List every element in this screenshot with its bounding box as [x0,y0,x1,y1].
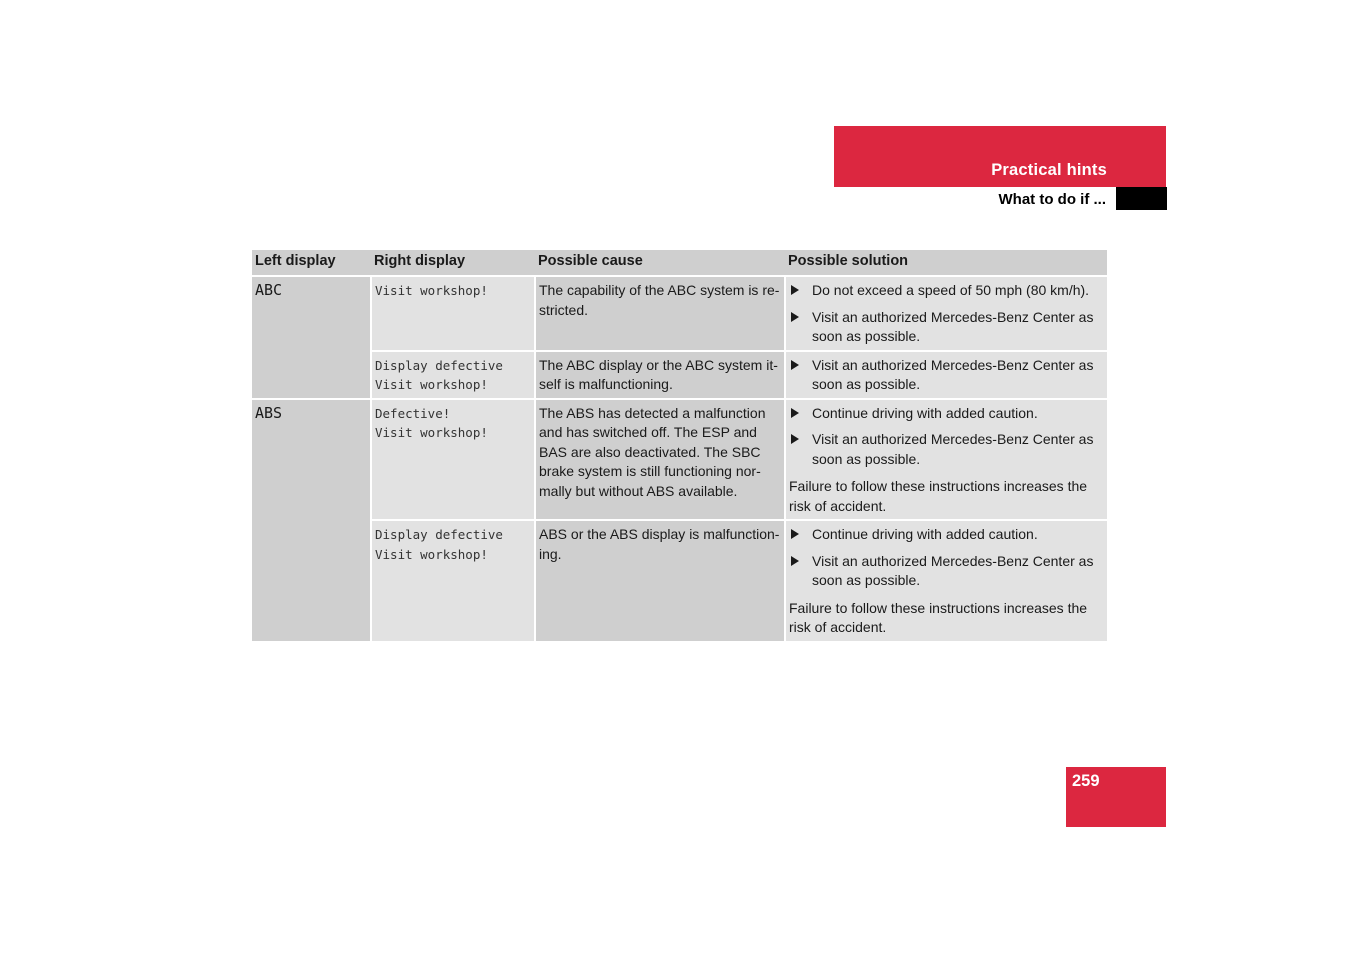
subsection-title: What to do if ... [998,191,1106,208]
section-title: Practical hints [991,161,1107,179]
section-header-band [834,126,1166,187]
possible-cause-cell: ABS or the ABS display is malfunction-ing. [535,520,785,642]
arrow-bullet-icon [791,556,799,566]
solution-text: Visit an authorized Mercedes-Benz Center as soon as possible. [812,552,1094,588]
right-display-line: Visit workshop! [375,377,488,392]
possible-cause-cell: The capability of the ABC system is re-stricted. [535,276,785,351]
right-display-line: Visit workshop! [375,283,488,298]
arrow-bullet-icon [791,360,799,370]
right-display-line: Defective! [375,405,451,421]
possible-cause-cell: The ABC display or the ABC system it-self is malfunctioning. [535,351,785,399]
arrow-bullet-icon [791,285,799,295]
possible-solution-cell [785,399,1107,521]
right-display-line: Visit workshop! [375,546,488,562]
solution-text: Do not exceed a speed of 50 mph (80 km/h). [812,282,1090,298]
possible-solution-cell [785,351,1107,399]
page-number: 259 [1072,772,1100,790]
arrow-bullet-icon [791,408,799,418]
warning-note: Failure to follow these instructions increases the risk of accident. [789,478,1088,514]
left-display-cell: ABC [252,276,371,399]
column-header-possible-cause: Possible cause [535,250,785,276]
table-row [252,276,1107,351]
column-header-left-display: Left display [252,250,371,276]
solution-text: Visit an authorized Mercedes-Benz Center as soon as possible. [812,308,1094,344]
right-display-line: Display defective [375,527,503,542]
table-row [252,351,1107,399]
right-display-line: Display defective [375,357,503,373]
page-number-box [1066,767,1166,827]
right-display-cell [371,276,535,351]
possible-solution-cell [785,276,1107,351]
solution-step [789,404,1104,424]
solution-text: Continue driving with added caution. [812,404,1038,421]
right-display-line: Visit workshop! [375,425,488,440]
solution-text: Continue driving with added caution. [812,526,1038,542]
solution-step [789,525,1104,545]
arrow-bullet-icon [791,312,799,322]
right-display-cell [371,520,535,642]
solution-step [789,281,1104,301]
arrow-bullet-icon [791,529,799,539]
left-display-cell: ABS [252,399,371,642]
solution-step [789,308,1104,347]
possible-solution-cell [785,520,1107,642]
table-row [252,399,1107,521]
column-header-right-display: Right display [371,250,535,276]
right-display-cell [371,399,535,521]
table-header-row [252,250,1107,276]
section-tab-marker [1116,187,1167,210]
table-row [252,520,1107,642]
possible-cause-cell: The ABS has detected a malfunction and has switched off. The ESP and BAS are also deactivated. The SBC brake system is still functioning nor-mally but without ABS available. [535,399,785,521]
solution-text: Visit an authorized Mercedes-Benz Center as soon as possible. [812,356,1094,392]
solution-step [789,430,1104,469]
warning-note: Failure to follow these instructions increases the risk of accident. [789,599,1088,635]
solution-step [789,356,1104,395]
column-header-possible-solution: Possible solution [785,250,1107,276]
right-display-cell [371,351,535,399]
fault-messages-table [252,250,1107,643]
arrow-bullet-icon [791,434,799,444]
solution-step [789,552,1104,591]
solution-text: Visit an authorized Mercedes-Benz Center as soon as possible. [812,431,1094,467]
